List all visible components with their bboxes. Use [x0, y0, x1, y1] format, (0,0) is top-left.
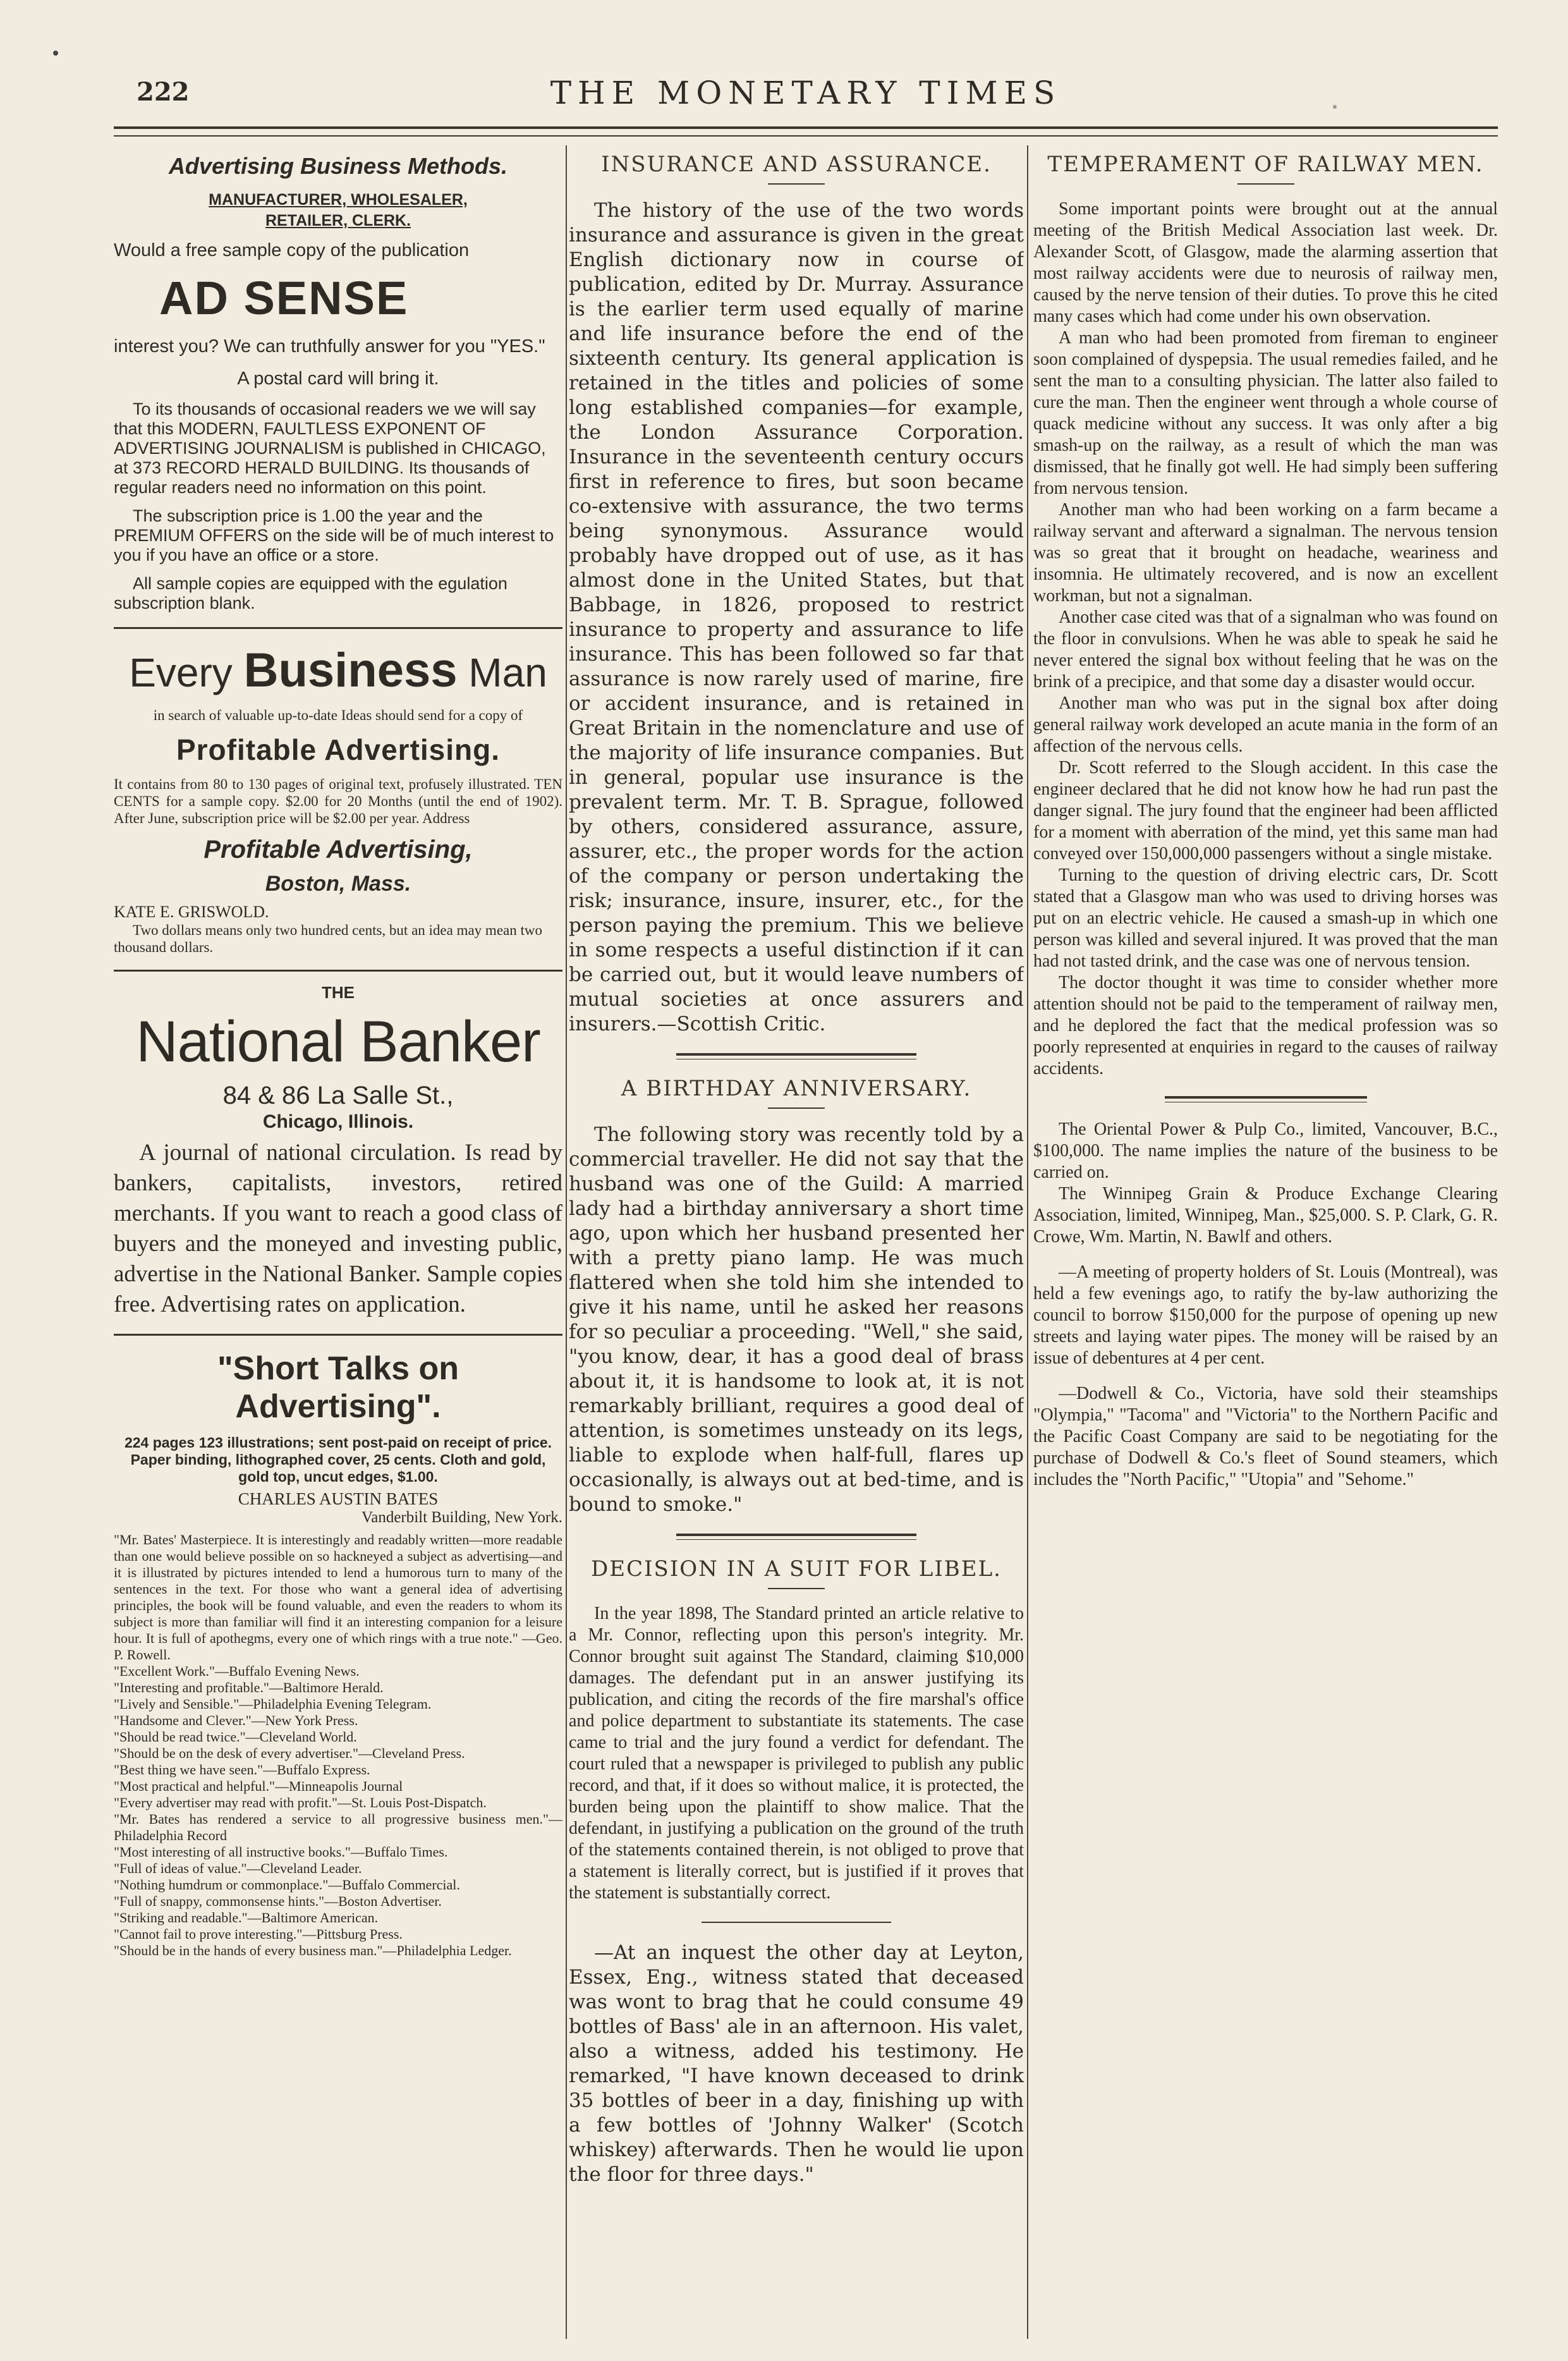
notice-item: The Winnipeg Grain & Produce Exchange Clearing Association, limited, Winnipeg, Man., $25,000. S. P. Clark, G. R. Crowe, Wm. Martin, N. Bawlf and others. [1033, 1184, 1498, 1247]
article-body: —At an inquest the other day at Leyton, Essex, Eng., witness stated that deceased was wont to brag that he could consume 49 bottles of Bass' ale in an afternoon. His valet, also a witness, added his testimony. He remarked, "I have known deceased to drink 35 bottles of beer in a day, finishing up with a few bottles of 'Johnny Walker' (Scotch whiskey) afterwards. Then he would lie upon the floor for three days." [569, 1941, 1024, 2186]
advertisement-column [114, 145, 562, 2339]
short-talks-advert [114, 1350, 562, 1959]
article-separator [1165, 1096, 1367, 1102]
ad-city: Chicago, Illinois. [262, 1111, 414, 1132]
review-quote: "Mr. Bates' Masterpiece. It is interestingly and readably written—more readable than one would believe possible on so hackneyed a subject as advertising—and it is illustrated by pictures intended to lend a humorous turn to many of the sentences in the text. For those who want a general idea of advertising principles, the book will be found valuable, and even the readers to whom its subject is more than familiar will find it an interesting companion for a leisure hour. It is full of apothegms, every one of which rings with a true note." —Geo. P. Rowell. [114, 1532, 562, 1662]
review-quote: "Handsome and Clever."—New York Press. [114, 1712, 358, 1728]
ad-author: CHARLES AUSTIN BATES [238, 1489, 439, 1508]
ad-question: interest you? We can truthfully answer for you "YES." [114, 336, 545, 357]
ad-headline: "Short Talks on Advertising". [217, 1350, 459, 1425]
article-inquest [569, 1941, 1024, 2187]
review-quote: "Full of snappy, commonsense hints."—Boston Advertiser. [114, 1893, 442, 1909]
article-paragraph: Dr. Scott referred to the Slough accident. In this case the engineer declared that he did not know how he had run past the danger signal. The jury found that the engineer had been afflicted for a moment with aberration of the mind, yet this same man had conveyed over 150,000,000 passengers without a single mistake. [1033, 758, 1498, 863]
ad-paragraph: All sample copies are equipped with the egulation subscription blank. [114, 574, 507, 613]
review-quote: "Should be read twice."—Cleveland World. [114, 1729, 357, 1745]
review-quote: "Should be on the desk of every advertiser."—Cleveland Press. [114, 1745, 465, 1761]
divider [114, 1334, 562, 1336]
review-quote: "Excellent Work."—Buffalo Evening News. [114, 1663, 360, 1679]
news-item: —Dodwell & Co., Victoria, have sold their steamships "Olympia," "Tacoma" and "Victoria" to the Northern Pacific and the Pacific Coast Company are said to be negotiating for the purchase of Dodwell & Co.'s fleet of Sound steamers, which includes the "North Pacific," "Utopia" and "Sehome." [1033, 1384, 1498, 1489]
national-banker-advert [114, 983, 562, 1320]
article-libel [569, 1556, 1024, 1904]
article-heading: A BIRTHDAY ANNIVERSARY. [621, 1076, 972, 1101]
article-paragraph: Turning to the question of driving electric cars, Dr. Scott stated that a Glasgow man who was used to driving horses was put on an electric vehicle. He caused a smash-up in which one person was killed and several injured. It was proved that the man had not tasted drink, and the case was one of nervous tension. [1033, 865, 1498, 971]
page-number: 222 [137, 77, 190, 107]
article-heading: INSURANCE AND ASSURANCE. [601, 152, 992, 177]
review-quote: "Interesting and profitable."—Baltimore Herald. [114, 1680, 384, 1695]
ad-publication-name: National Banker [136, 1010, 540, 1074]
notice-item: The Oriental Power & Pulp Co., limited, Vancouver, B.C., $100,000. The name implies the nature of the business to be carried on. [1033, 1119, 1498, 1182]
incorporation-notices [1033, 1119, 1498, 1248]
ink-speck [53, 51, 58, 56]
review-quote: "Cannot fail to prove interesting."—Pittsburg Press. [114, 1926, 403, 1942]
heading-rule [768, 1107, 825, 1109]
article-heading: DECISION IN A SUIT FOR LIBEL. [591, 1556, 1002, 1582]
masthead-title: THE MONETARY TIMES [550, 75, 1062, 111]
header-rule-thin [114, 135, 1498, 137]
review-quote: "Most interesting of all instructive books."—Buffalo Times. [114, 1844, 448, 1860]
review-quote: "Best thing we have seen."—Buffalo Express. [114, 1762, 370, 1778]
article-body: In the year 1898, The Standard printed an article relative to a Mr. Connor, reflecting upon this person's integrity. Mr. Connor brought suit against The Standard, claiming $10,000 damages. The defendant put in an answer justifying its publication, and citing the records of the fire marshal's office and police department to substantiate its statements. The case came to trial and the jury found a verdict for defendant. The court ruled that a newspaper is privileged to publish any public record, and that, if it does so without malice, it is protected, the burden being upon the plaintiff to show malice. That the defendant, in justifying a publication on the ground of the truth of the statements contained therein, is not obliged to prove that a statement is literally correct, but is justified if it proves that the statement is substantially correct. [569, 1604, 1024, 1903]
ad-address: Vanderbilt Building, New York. [361, 1509, 562, 1526]
column-divider [566, 145, 567, 2339]
news-item: —A meeting of property holders of St. Louis (Montreal), was held a few evenings ago, to ratify the by-law authorizing the council to borrow $150,000 for the purpose of opening up new streets and laying water pipes. The money will be raised by an issue of debentures at 4 per cent. [1033, 1262, 1498, 1368]
review-quote: "Striking and readable."—Baltimore American. [114, 1910, 379, 1925]
profitable-advertising-advert [114, 643, 562, 956]
article-body: The following story was recently told by a commercial traveller. He did not say that the husband was one of the Guild: A married lady had a birthday anniversary a short time ago, upon which her husband presented her with a pretty piano lamp. He was much flattered when she told him she intended to give it his name, until he asked her reasons for so peculiar a proceeding. "Well," she said, "you know, dear, it has a good deal of brass about it, it is handsome to look at, it is not remarkably brilliant, requires a good deal of attention, is sometimes unsteady on its legs, liable to explode when half-full, flares up occasionally, is always out at bed-time, and is bound to smoke." [569, 1123, 1024, 1516]
review-quote: "Most practical and helpful."—Minneapolis Journal [114, 1778, 403, 1794]
ad-city: Boston, Mass. [265, 872, 411, 896]
ad-sense-advert [114, 153, 562, 613]
ad-postal-note: A postal card will bring it. [237, 369, 439, 389]
article-column-middle [569, 145, 1024, 2339]
ad-subhead: MANUFACTURER, WHOLESALER, [209, 191, 468, 209]
review-quote: "Nothing humdrum or commonplace."—Buffalo Commercial. [114, 1877, 460, 1893]
ad-brand: AD SENSE [159, 272, 409, 324]
ad-note: in search of valuable up-to-date Ideas should send for a copy of [153, 707, 523, 723]
heading-rule [768, 1588, 825, 1589]
ad-description: It contains from 80 to 130 pages of original text, profusely illustrated. TEN CENTS for a sample copy. $2.00 for 20 Months (until the end of 1902). After June, subscription price will be $2.00 per year. Address [114, 776, 562, 826]
article-birthday [569, 1076, 1024, 1517]
heading-rule [1237, 183, 1294, 185]
article-heading: TEMPERAMENT OF RAILWAY MEN. [1047, 152, 1484, 177]
article-paragraph: Another man who was put in the signal box after doing general railway work developed an acute mania in the form of an affection of the nervous cells. [1033, 693, 1498, 756]
review-quote: "Every advertiser may read with profit."—St. Louis Post-Dispatch. [114, 1795, 487, 1810]
article-separator [702, 1922, 891, 1923]
page-header [114, 75, 1498, 125]
divider [114, 627, 562, 629]
review-quote: "Mr. Bates has rendered a service to all progressive business men."—Philadelphia Record [114, 1811, 562, 1843]
ad-description: A journal of national circulation. Is read by bankers, capitalists, investors, retired merchants. If you want to reach a good class of buyers and the moneyed and investing public, advertise in the National Banker. Sample copies free. Advertising rates on application. [114, 1140, 562, 1317]
review-quotes [114, 1532, 562, 1959]
ad-article: THE [322, 983, 355, 1002]
header-rule [114, 126, 1498, 129]
ad-question: Would a free sample copy of the publication [114, 240, 470, 260]
review-quote: "Full of ideas of value."—Cleveland Leader. [114, 1860, 362, 1876]
ad-publication-name: Profitable Advertising. [176, 733, 501, 766]
ad-headline: Advertising Business Methods. [168, 153, 508, 179]
column-divider [1027, 145, 1028, 2339]
article-separator [676, 1053, 916, 1059]
ad-note: Two dollars means only two hundred cents, but an idea may mean two thousand dollars. [114, 922, 542, 955]
article-paragraph: Some important points were brought out at the annual meeting of the British Medical Association last week. Dr. Alexander Scott, of Glasgow, made the alarming assertion that most railway accidents were due to neurosis of railway men, caused by the nerve tension of their duties. To prove this he cited many cases which had come under his own observation. [1033, 199, 1498, 326]
heading-rule [768, 183, 825, 185]
ad-paragraph: To its thousands of occasional readers we we will say that this MODERN, FAULTLESS EXPONENT OF ADVERTISING JOURNALISM is published in CHICAGO, at 373 RECORD HERALD BUILDING. Its thousands of regular readers need no information on this point. [114, 400, 546, 497]
article-paragraph: Another man who had been working on a farm became a railway servant and afterward a signalman. The nervous tension was so great that it brought on headache, weariness and insomnia. He ultimately recovered, and is now an excellent workman, but not a signalman. [1033, 500, 1498, 606]
ad-headline: Every Business Man [129, 644, 547, 697]
article-paragraph: Another case cited was that of a signalman who was found on the floor in convulsions. When he was able to speak he said he never entered the signal box without feeling that he was on the brink of a precipice, and that some day a disaster would occur. [1033, 607, 1498, 692]
article-paragraph: A man who had been promoted from fireman to engineer soon complained of dyspepsia. The usual remedies failed, and he sent the man to a consulting physician. The latter also failed to cure the man. Then the engineer went through a whole course of quack medicine without any success. It was only after a big smash-up on the railway, as a result of which the man was dismissed, that he finally got well. He had simply been suffering from nervous tension. [1033, 328, 1498, 498]
article-separator [676, 1534, 916, 1540]
article-insurance [569, 152, 1024, 1037]
review-quote: "Should be in the hands of every business man."—Philadelphia Ledger. [114, 1943, 512, 1958]
ad-subhead: RETAILER, CLERK. [265, 212, 411, 229]
divider [114, 970, 562, 972]
article-paragraph: The doctor thought it was time to consider whether more attention should not be paid to the temperament of railway men, and he deplored the fact that the medical profession was so poorly represented at enquiries in regard to the causes of railway accidents. [1033, 973, 1498, 1078]
ad-address: 84 & 86 La Salle St., [222, 1082, 454, 1109]
ad-book-info: 224 pages 123 illustrations; sent post-paid on receipt of price. Paper binding, lithographed cover, 25 cents. Cloth and gold, gold top, uncut edges, $1.00. [124, 1434, 552, 1485]
review-quote: "Lively and Sensible."—Philadelphia Evening Telegram. [114, 1696, 432, 1712]
article-body: The history of the use of the two words insurance and assurance is given in the great English dictionary now in course of publication, edited by Dr. Murray. Assurance is the earlier term used equally of marine and life insurance before the end of the sixteenth century. Its general application is retained in the titles and policies of some long established companies—for example, the London Assurance Corporation. Insurance in the seventeenth century occurs first in reference to fires, but soon became co-extensive with assurance, the two terms being synonymous. Assurance would probably have dropped out of use, as it has almost done in the United States, but that Babbage, in 1826, proposed to restrict insurance to property and assurance to life insurance. This has been followed so far that assurance is now rarely used of marine, fire or accident insurance, and is retained in Great Britain in the nomenclature and use of the majority of life insurance companies. But in general, popular use insurance is the prevalent term. Mr. T. B. Sprague, followed by others, considered assurance, assure, assurer, etc., the proper words for the action of the company or person undertaking the risk; insurance, insure, insurer, etc., for the person paying the premium. This we believe in some respects a useful distinction if it can be carried out, but it would leave numbers of mutual societies at once assurers and insurers.—Scottish Critic. [569, 199, 1024, 1035]
ad-paragraph: The subscription price is 1.00 the year and the PREMIUM OFFERS on the side will be of much interest to you if you have an office or a store. [114, 506, 554, 564]
ad-publication-name: Profitable Advertising, [204, 836, 473, 863]
article-railway [1033, 152, 1498, 1080]
article-column-right [1033, 145, 1498, 2339]
ad-contact: KATE E. GRISWOLD. [114, 903, 269, 921]
